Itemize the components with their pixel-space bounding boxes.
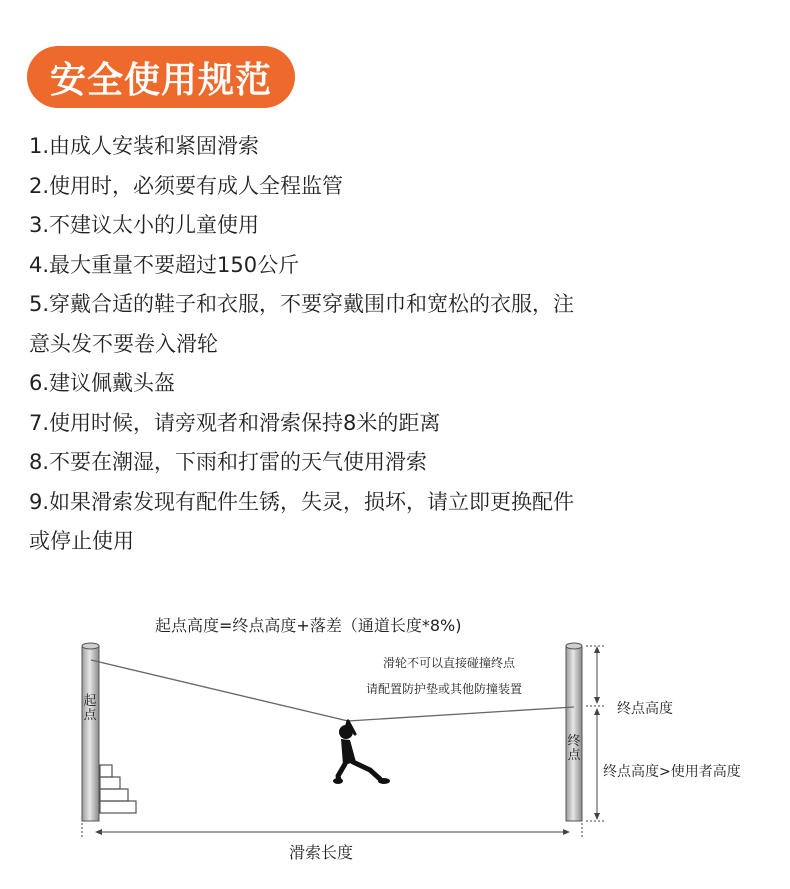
rule-item: 9.如果滑索发现有配件生锈，失灵，损坏，请立即更换配件 或停止使用 xyxy=(29,489,575,553)
zipline-diagram xyxy=(0,580,790,889)
rider-figure xyxy=(333,721,390,784)
end-height-compare-label: 终点高度>使用者高度 xyxy=(603,764,741,780)
stairs xyxy=(100,765,136,813)
end-post xyxy=(566,643,582,821)
start-post-label: 起点 xyxy=(83,694,97,723)
rule-item: 7.使用时候，请旁观者和滑索保持8米的距离 xyxy=(29,410,441,435)
formula-label: 起点高度=终点高度+落差（通道长度*8%) xyxy=(155,616,462,635)
title-pill xyxy=(27,46,295,108)
page-title: 安全使用规范 xyxy=(49,59,272,101)
warning-note-line2: 请配置防护垫或其他防撞装置 xyxy=(366,682,523,696)
rope-length-label: 滑索长度 xyxy=(289,843,354,862)
rope-length-arrow xyxy=(82,823,582,838)
start-post xyxy=(82,643,99,821)
rule-item: 6.建议佩戴头盔 xyxy=(29,371,176,395)
rules-list xyxy=(29,127,769,562)
rule-item: 1.由成人安装和紧固滑索 xyxy=(29,134,260,158)
height-dimension xyxy=(586,646,604,821)
rule-item: 8.不要在潮湿，下雨和打雷的天气使用滑索 xyxy=(29,450,428,474)
rule-item: 5.穿戴合适的鞋子和衣服，不要穿戴围巾和宽松的衣服，注 意头发不要卷入滑轮 xyxy=(29,292,575,356)
rule-item: 3.不建议太小的儿童使用 xyxy=(29,213,260,237)
end-post-label: 终点 xyxy=(567,734,581,763)
end-height-label: 终点高度 xyxy=(617,701,673,717)
rule-item: 2.使用时，必须要有成人全程监管 xyxy=(29,173,344,198)
warning-note-line1: 滑轮不可以直接碰撞终点 xyxy=(383,656,516,670)
rule-item: 4.最大重量不要超过150公斤 xyxy=(29,252,300,277)
